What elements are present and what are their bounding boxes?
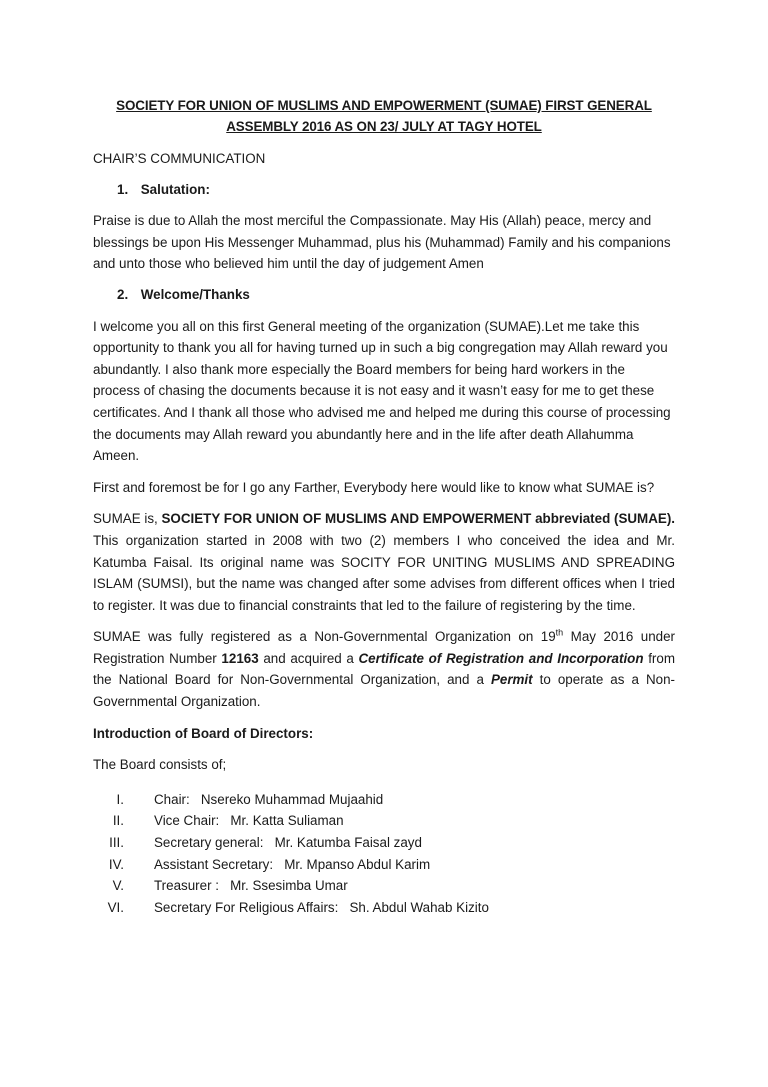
registration-text-4: from the National Board for Non-Governmental Organization, and a <box>93 650 675 688</box>
document-title <box>93 0 675 137</box>
section-1-heading <box>93 179 675 201</box>
member-number: I. <box>116 791 124 807</box>
board-member <box>93 854 675 876</box>
member-number: VI. <box>107 899 124 915</box>
permit-word: Permit <box>490 672 533 688</box>
member-text: Vice Chair: Mr. Katta Suliaman <box>154 813 344 829</box>
sumae-paragraph <box>93 508 675 616</box>
registration-text-3: and acquired a <box>258 650 359 666</box>
section-2-title: Welcome/Thanks <box>140 286 250 302</box>
date-suffix: th <box>555 627 564 638</box>
member-text: Secretary For Religious Affairs: Sh. Abdul Wahab Kizito <box>154 899 489 915</box>
section-2-number: 2. <box>117 286 129 302</box>
registration-number: 12163 <box>221 650 259 666</box>
member-text: Treasurer : Mr. Ssesimba Umar <box>154 878 348 894</box>
section-1-number: 1. <box>117 181 129 197</box>
certificate-name: Certificate of Registration and Incorporation <box>358 650 644 666</box>
section-2-heading <box>93 284 675 306</box>
member-text: Assistant Secretary: Mr. Mpanso Abdul Karim <box>154 856 431 872</box>
section-2-body: I welcome you all on this first General meeting of the organization (SUMAE).Let me take this opportunity to thank you all for having turned up in such a big congregation may Allah reward you abundantly. I also thank more especially the Board members for being hard workers in the process of chasing the documents because it is not easy and it wasn’t easy for me to get these certificates. And I thank all those who advised me and helped me during this course of processing the documents may Allah reward you abundantly here and in the life after death Allahumma Ameen. <box>93 318 671 464</box>
title-line-2: ASSEMBLY 2016 AS ON 23/ JULY AT TAGY HOTEL <box>226 119 542 134</box>
board-heading: Introduction of Board of Directors: <box>93 725 314 741</box>
member-number: III. <box>109 835 124 851</box>
section-1-title: Salutation: <box>140 181 210 197</box>
sumae-full-name: SOCIETY FOR UNION OF MUSLIMS AND EMPOWERMENT abbreviated (SUMAE). <box>161 511 675 527</box>
member-text: Secretary general: Mr. Katumba Faisal zayd <box>154 835 422 851</box>
board-member <box>93 832 675 854</box>
member-number: V. <box>112 878 124 894</box>
member-number: IV. <box>108 856 124 872</box>
board-member <box>93 810 675 832</box>
registration-text-1: SUMAE was fully registered as a Non-Governmental Organization on 19 <box>93 629 556 645</box>
board-member <box>93 875 675 897</box>
board-members-list <box>93 789 675 919</box>
board-member <box>93 789 675 811</box>
registration-text-2: May 2016 under Registration Number <box>93 629 676 666</box>
section-1-body: Praise is due to Allah the most merciful the Compassionate. May His (Allah) peace, mercy and blessings be upon His Messenger Muhammad, plus his (Muhammad) Family and his companions and unto those who believed him until the day of judgement Amen <box>93 213 671 272</box>
registration-text-5: to operate as a Non-Governmental Organization. <box>93 672 675 710</box>
sumae-history: This organization started in 2008 with two (2) members I who conceived the idea and Mr. Katumba Faisal. Its original name was SOCITY FOR UNITING MUSLIMS AND SPREADING ISLAM (SUMSI), but the name was changed after some advises from different offices when I tried to register. It was due to financial constraints that led to the failure of registering by the time. <box>93 532 675 613</box>
question-paragraph: First and foremost be for I go any Farther, Everybody here would like to know what SUMAE is? <box>93 479 655 495</box>
board-intro: The Board consists of; <box>93 757 227 773</box>
member-number: II. <box>112 813 124 829</box>
sumae-lead: SUMAE is, <box>93 511 162 527</box>
board-member <box>93 897 675 919</box>
registration-paragraph <box>93 626 675 712</box>
title-line-1: SOCIETY FOR UNION OF MUSLIMS AND EMPOWERMENT (SUMAE) FIRST GENERAL <box>116 98 652 113</box>
chair-heading: CHAIR’S COMMUNICATION <box>93 151 266 166</box>
member-text: Chair: Nsereko Muhammad Mujaahid <box>154 791 384 807</box>
